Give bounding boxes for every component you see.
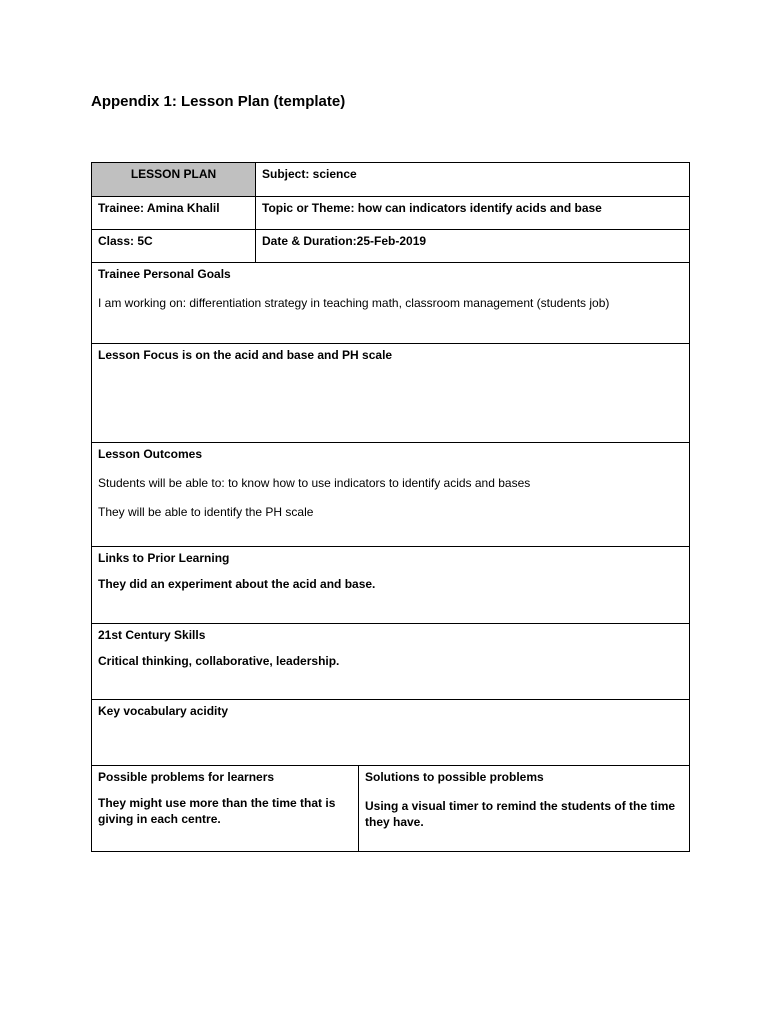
century-skills-heading: 21st Century Skills <box>98 628 206 642</box>
lesson-outcomes-line2: They will be able to identify the PH scale <box>98 505 314 519</box>
prior-learning-cell <box>92 547 690 624</box>
solutions-heading: Solutions to possible problems <box>365 770 544 784</box>
lesson-outcomes-line1: Students will be able to: to know how to use indicators to identify acids and bases <box>98 476 531 490</box>
lesson-plan-label: LESSON PLAN <box>92 163 256 197</box>
personal-goals-cell <box>92 263 690 344</box>
personal-goals-text: I am working on: differentiation strategy in teaching math, classroom management (students job) <box>98 296 610 310</box>
trainee-cell: Trainee: Amina Khalil <box>92 197 256 230</box>
key-vocabulary-cell: Key vocabulary acidity <box>92 700 690 766</box>
lesson-outcomes-heading: Lesson Outcomes <box>98 447 203 461</box>
lesson-focus-cell: Lesson Focus is on the acid and base and PH scale <box>92 344 690 443</box>
century-skills-cell <box>92 624 690 700</box>
date-duration-cell: Date & Duration:25-Feb-2019 <box>256 230 690 263</box>
possible-problems-text: They might use more than the time that is giving in each centre. <box>98 796 336 826</box>
century-skills-text: Critical thinking, collaborative, leadership. <box>98 654 340 668</box>
lesson-outcomes-cell <box>92 443 690 547</box>
possible-problems-cell <box>92 766 359 852</box>
prior-learning-text: They did an experiment about the acid and base. <box>98 577 376 591</box>
page-title: Appendix 1: Lesson Plan (template) <box>91 93 346 110</box>
subject-cell: Subject: science <box>256 163 690 197</box>
solutions-text: Using a visual timer to remind the students of the time they have. <box>365 799 676 829</box>
topic-cell: Topic or Theme: how can indicators identify acids and base <box>256 197 690 230</box>
prior-learning-heading: Links to Prior Learning <box>98 551 230 565</box>
solutions-cell <box>359 766 690 852</box>
lesson-plan-table <box>91 162 690 852</box>
class-cell: Class: 5C <box>92 230 256 263</box>
possible-problems-heading: Possible problems for learners <box>98 770 275 784</box>
personal-goals-heading: Trainee Personal Goals <box>98 267 231 281</box>
